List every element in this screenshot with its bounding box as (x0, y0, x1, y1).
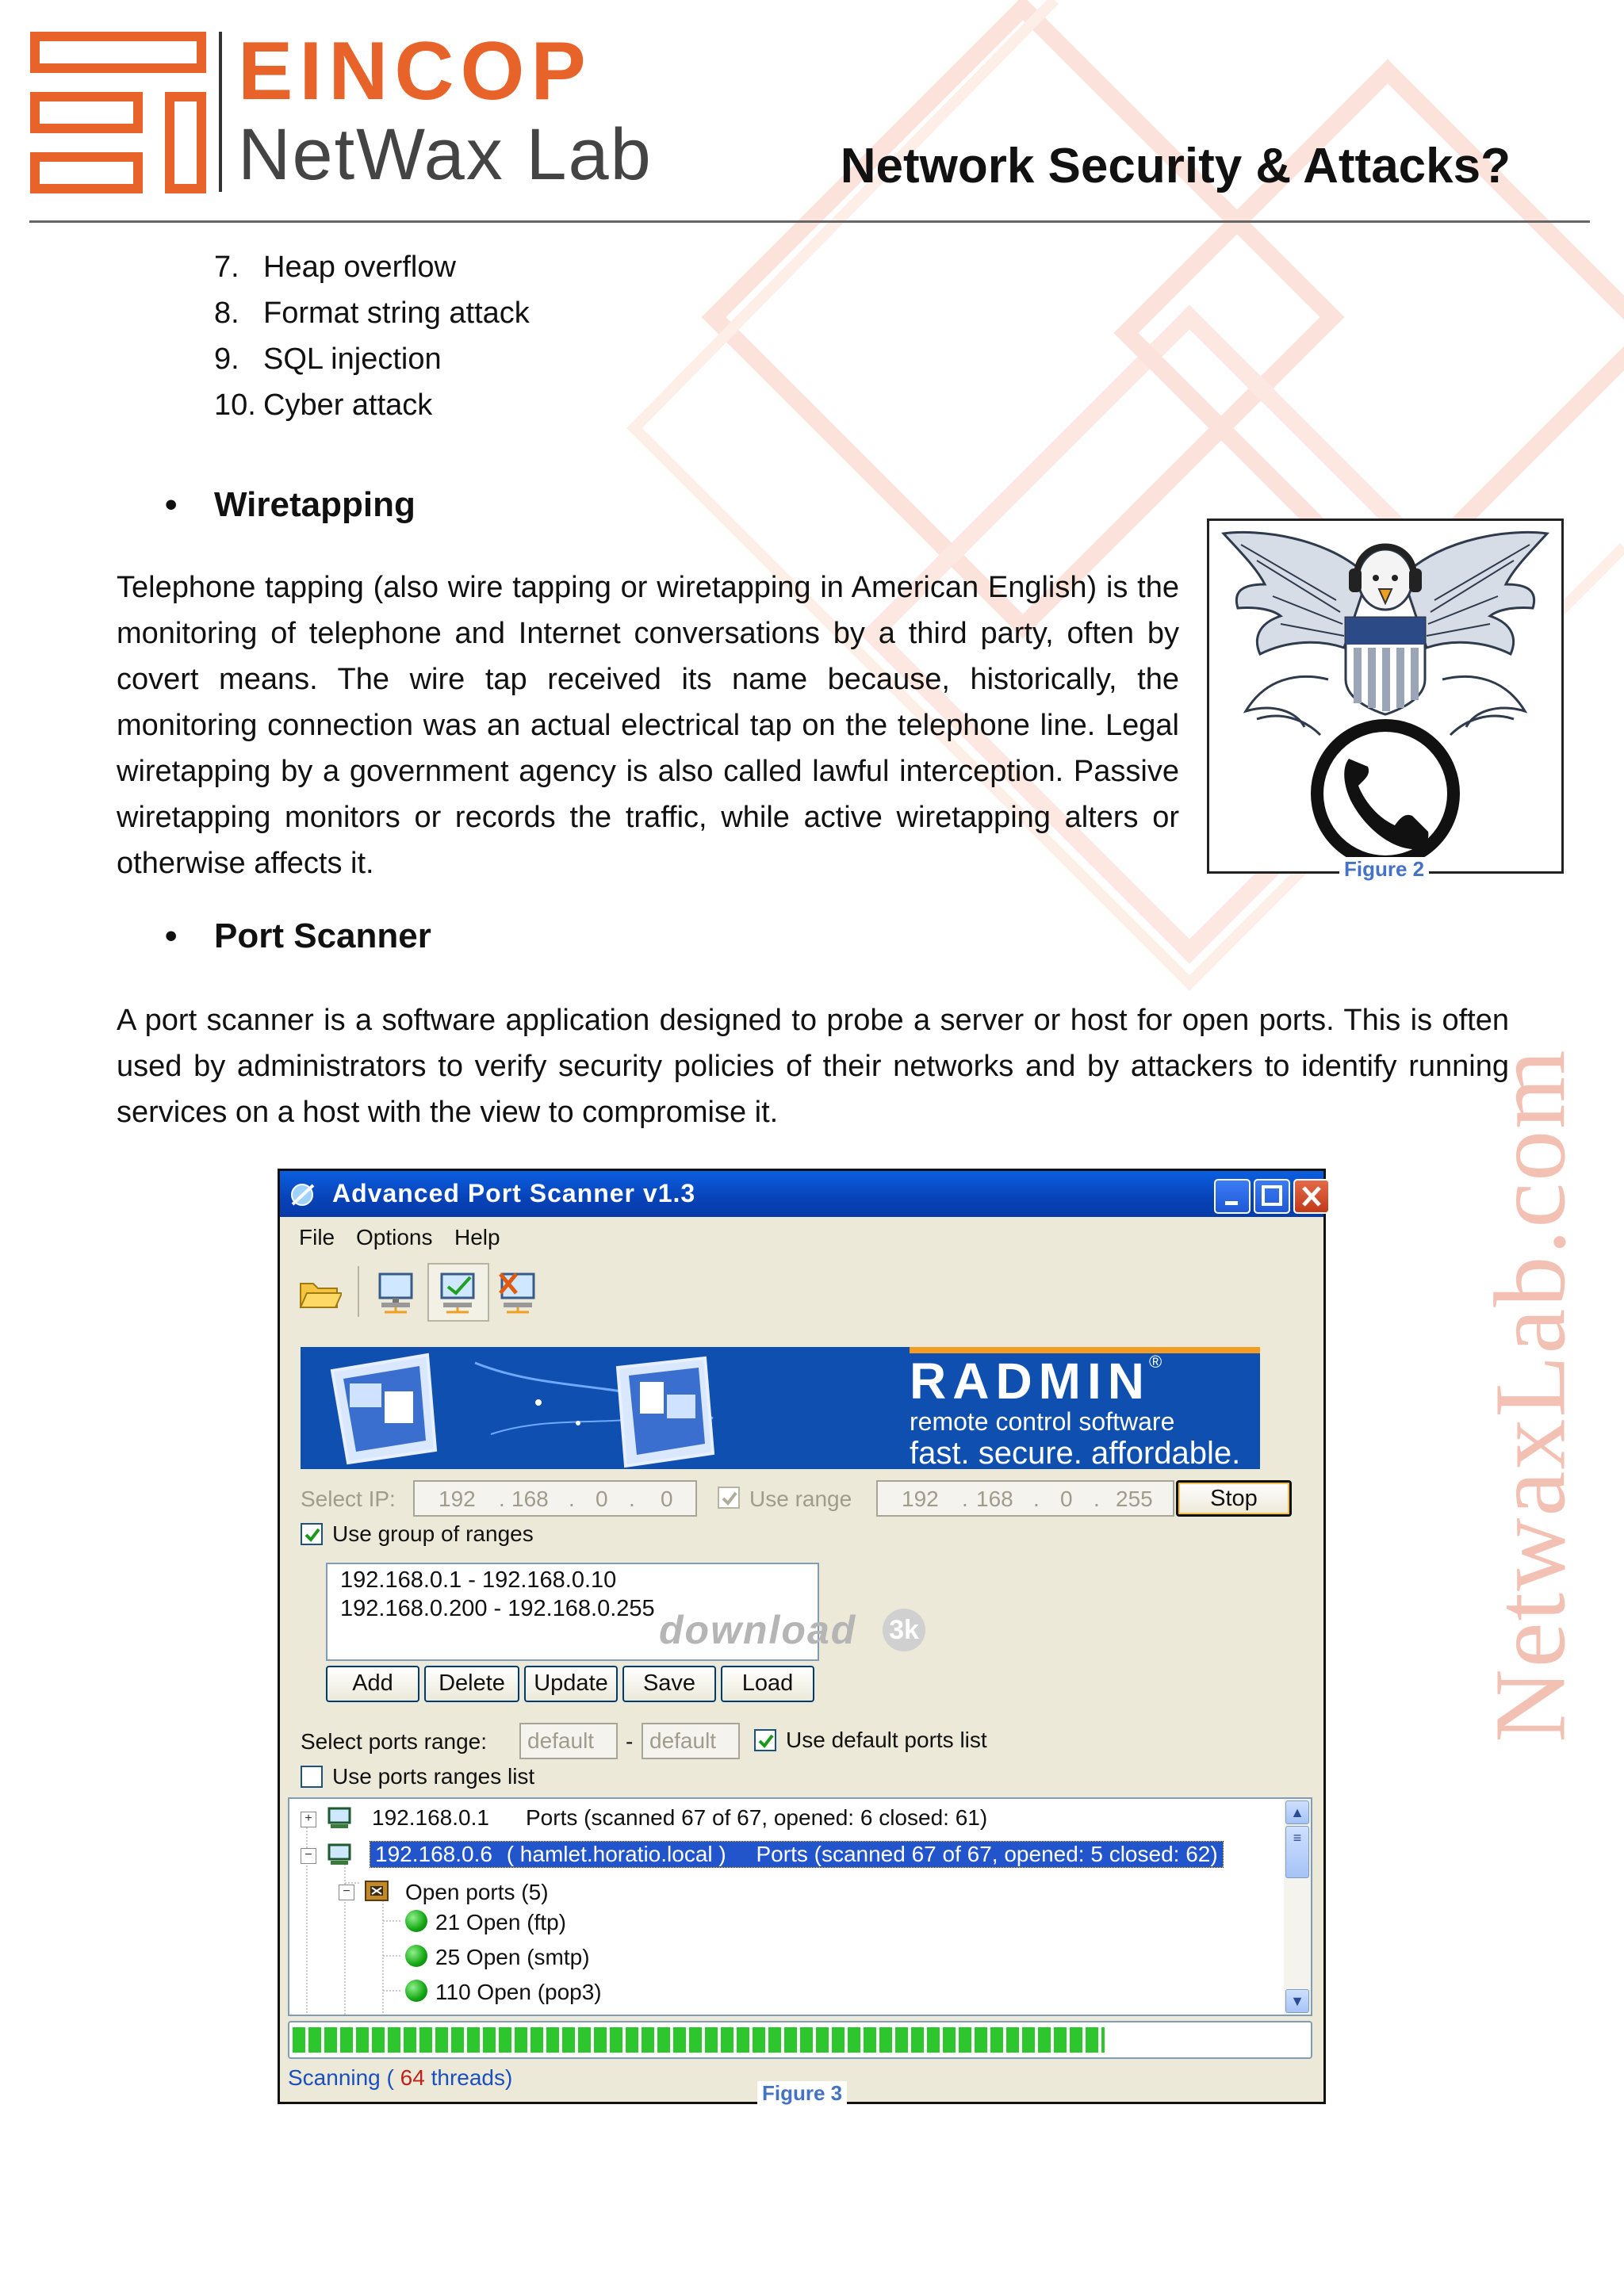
port-item[interactable]: 110 Open (pop3) (435, 1980, 602, 2004)
tree-vertical-scrollbar[interactable] (1284, 1799, 1311, 2015)
host-ports-summary[interactable]: Ports (scanned 67 of 67, opened: 6 closed: 61) (526, 1805, 988, 1830)
download-3k-badge: 3k (883, 1609, 925, 1651)
save-button[interactable]: Save (622, 1666, 716, 1702)
port-item[interactable]: 21 Open (ftp) (435, 1910, 566, 1934)
header-rule (29, 220, 1590, 223)
minimize-button[interactable] (1214, 1179, 1251, 1214)
status-bar (288, 2065, 512, 2091)
banner-tagline-1: remote control software (910, 1407, 1175, 1436)
maximize-button[interactable] (1254, 1179, 1290, 1214)
load-button[interactable]: Load (721, 1666, 814, 1702)
ip-dot: . (499, 1487, 505, 1511)
range-item[interactable]: 192.168.0.200 - 192.168.0.255 (340, 1596, 655, 1621)
port-scanner-paragraph: A port scanner is a software application designed to probe a server or host for open ports. This is often used by administrators to verify security policies of their networks and by attackers to identify running services on a host with the view to compromise it. (117, 1004, 1509, 1129)
collapse-icon[interactable]: − (301, 1848, 316, 1864)
menu-help[interactable]: Help (454, 1225, 500, 1249)
ip-to-input[interactable] (876, 1480, 1174, 1517)
app-icon (289, 1181, 318, 1207)
banner-screens-graphic (301, 1347, 903, 1469)
progress-fill (293, 2027, 1105, 2053)
list-number: 10. (214, 388, 256, 422)
document-title: Network Security & Attacks? (840, 139, 1511, 193)
list-number: 7. (214, 251, 239, 284)
list-text: Heap overflow (263, 251, 456, 284)
list-text: Cyber attack (263, 388, 433, 422)
ip-octet: 0 (661, 1487, 673, 1511)
port-item[interactable]: 25 Open (smtp) (435, 1945, 590, 1969)
update-button[interactable]: Update (524, 1666, 618, 1702)
brand-name: EINCOP (238, 25, 592, 117)
open-port-status-icon (405, 1910, 427, 1932)
figure-2-eagle-seal (1207, 519, 1564, 881)
checkmark-icon (303, 1525, 322, 1544)
ip-octet: 168 (976, 1487, 1013, 1511)
close-icon (1295, 1181, 1328, 1212)
brand-lab: NetWax Lab (238, 114, 653, 195)
ip-octet: 255 (1116, 1487, 1153, 1511)
close-button[interactable] (1293, 1179, 1330, 1214)
scan-results-tree[interactable] (288, 1797, 1312, 2016)
logo-divider (219, 32, 222, 192)
ip-dot: . (569, 1487, 575, 1511)
menu-options[interactable]: Options (356, 1225, 433, 1249)
figure-2-caption: Figure 2 (1339, 857, 1429, 882)
ip-octet: 192 (439, 1487, 476, 1511)
list-number: 9. (214, 342, 239, 376)
figure-3-caption: Figure 3 (757, 2081, 847, 2106)
open-folder-icon[interactable] (297, 1269, 342, 1314)
host-ports-summary: Ports (scanned 67 of 67, opened: 5 closed: 62) (756, 1842, 1218, 1866)
stop-scan-icon[interactable] (496, 1269, 540, 1314)
ip-octet: 0 (596, 1487, 608, 1511)
banner-tagline-2: fast. secure. affordable. (910, 1436, 1241, 1469)
maximize-icon (1255, 1181, 1289, 1212)
banner-brand: RADMIN (910, 1353, 1151, 1410)
figure-3-port-scanner-window (278, 1169, 1326, 2104)
wiretapping-paragraph: Telephone tapping (also wire tapping or wiretapping in American English) is the monitoring of telephone and Internet conversations by a third party, often by covert means. The wire tap received its name because, historically, the monitoring connection was an actual electrical tap on the telephone line. Legal wiretapping by a government agency is also called lawful interception. Passive wiretapping monitors or records the traffic, while active wiretapping alters or otherwise affects it. (117, 571, 1179, 880)
status-thread-count: 64 (400, 2065, 425, 2090)
ports-range-label: Select ports range: (301, 1729, 488, 1754)
status-prefix: Scanning ( (288, 2065, 394, 2090)
stop-button[interactable]: Stop (1176, 1480, 1292, 1517)
use-ports-ranges-label: Use ports ranges list (332, 1764, 535, 1789)
open-port-status-icon (405, 1980, 427, 2002)
minimize-icon (1216, 1181, 1249, 1212)
eincop-logo-mark (30, 32, 206, 195)
side-watermark: NetwaxLab.com (1473, 1048, 1587, 1743)
status-suffix: threads) (431, 2065, 513, 2090)
list-number: 8. (214, 297, 239, 330)
ip-from-input[interactable] (413, 1480, 697, 1517)
use-ports-ranges-checkbox[interactable] (301, 1766, 323, 1788)
expand-icon[interactable]: + (301, 1812, 316, 1827)
toolbar-separator (358, 1266, 359, 1317)
ip-dot: . (1033, 1487, 1040, 1511)
ip-octet: 0 (1060, 1487, 1073, 1511)
host-ip: 192.168.0.6 (375, 1842, 492, 1866)
range-item[interactable]: 192.168.0.1 - 192.168.0.10 (340, 1567, 617, 1593)
checkmark-icon (756, 1732, 776, 1751)
ports-from-input[interactable]: default (519, 1723, 618, 1759)
menu-bar (280, 1220, 1323, 1255)
ip-octet: 168 (511, 1487, 549, 1511)
open-port-status-icon (405, 1945, 427, 1967)
host-name: ( hamlet.horatio.local ) (506, 1842, 726, 1866)
use-default-ports-label: Use default ports list (786, 1728, 987, 1752)
list-text: Format string attack (263, 297, 530, 330)
use-default-ports-checkbox[interactable] (754, 1729, 776, 1751)
scroll-thumb[interactable]: ≡ (1285, 1826, 1309, 1878)
scroll-down-button[interactable]: ▼ (1285, 1989, 1309, 2013)
ip-dot: . (962, 1487, 968, 1511)
host-ip[interactable]: 192.168.0.1 (372, 1805, 489, 1830)
checkmark-icon (720, 1489, 739, 1508)
open-ports-node[interactable]: Open ports (5) (405, 1880, 549, 1904)
computer-icon[interactable] (373, 1269, 418, 1314)
bullet-icon: • (165, 916, 178, 955)
use-range-label: Use range (749, 1487, 852, 1511)
use-group-label: Use group of ranges (332, 1521, 534, 1546)
scan-progress-bar (288, 2021, 1312, 2059)
eagle-headphones-phone-icon (1209, 521, 1561, 871)
radmin-banner-ad[interactable] (301, 1347, 1260, 1469)
window-title: Advanced Port Scanner v1.3 (332, 1179, 696, 1207)
ports-range-dash: - (626, 1729, 634, 1754)
heading-text: Port Scanner (214, 916, 431, 955)
ip-dot: . (629, 1487, 635, 1511)
delete-button[interactable]: Delete (424, 1666, 519, 1702)
scroll-up-button[interactable]: ▲ (1285, 1800, 1309, 1824)
add-button[interactable]: Add (326, 1666, 419, 1702)
window-titlebar[interactable] (280, 1171, 1323, 1217)
list-text: SQL injection (263, 342, 442, 376)
collapse-icon[interactable]: − (339, 1885, 354, 1900)
banner-reg-mark: ® (1149, 1352, 1162, 1372)
computer-icon (326, 1843, 353, 1867)
select-ip-label: Select IP: (301, 1487, 396, 1511)
scan-computer-icon[interactable] (435, 1269, 480, 1314)
ip-octet: 192 (902, 1487, 939, 1511)
bullet-icon: • (165, 485, 178, 524)
ip-dot: . (1094, 1487, 1100, 1511)
download-watermark: download (659, 1608, 857, 1652)
computer-icon (326, 1807, 353, 1831)
use-group-checkbox[interactable] (301, 1523, 323, 1545)
open-ports-folder-icon (364, 1878, 391, 1904)
use-range-checkbox[interactable] (718, 1487, 740, 1509)
ports-to-input[interactable]: default (642, 1723, 740, 1759)
menu-file[interactable]: File (299, 1225, 335, 1249)
selected-host-row[interactable] (370, 1842, 1223, 1867)
heading-text: Wiretapping (214, 485, 416, 524)
